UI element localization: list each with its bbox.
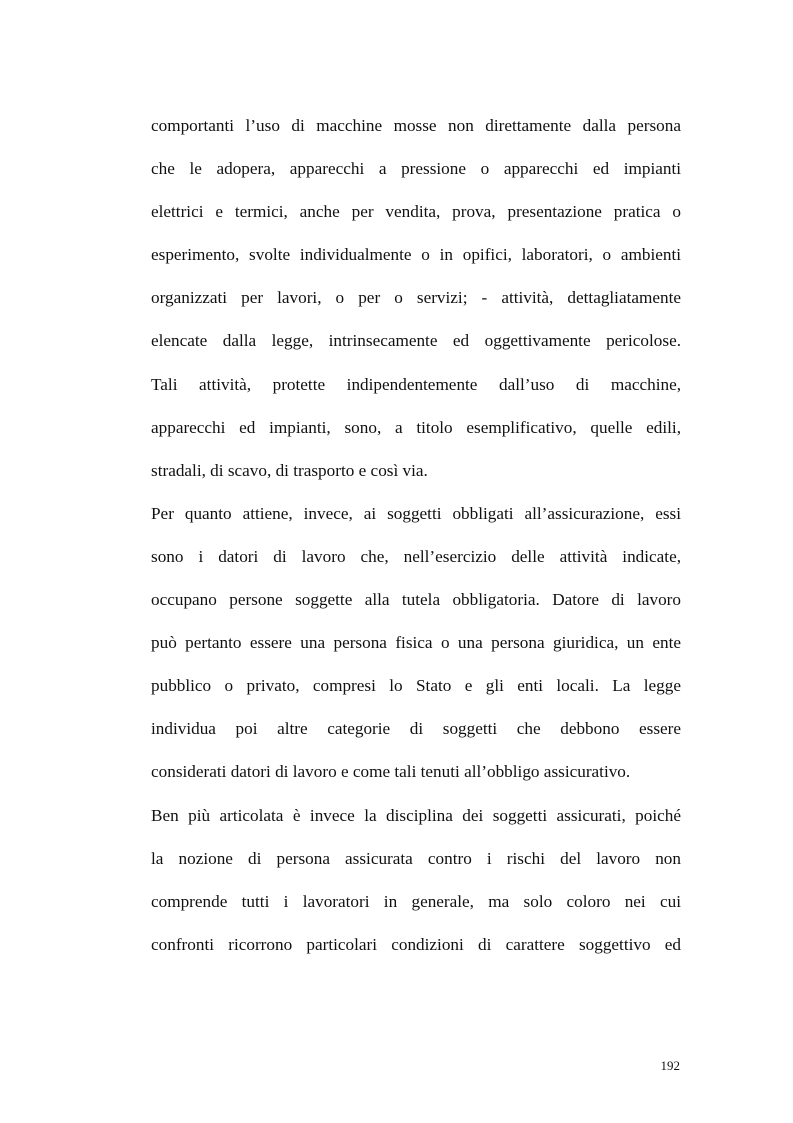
text-line: apparecchi ed impianti, sono, a titolo esemplificativo, quelle edili,: [151, 417, 681, 437]
text-line: elettrici e termici, anche per vendita, prova, presentazione pratica o: [151, 202, 681, 222]
page-number: 192: [660, 1058, 680, 1073]
text-line: Ben più articolata è invece la disciplina dei soggetti assicurati, poiché: [151, 805, 681, 825]
body-text: [151, 110, 681, 972]
text-line: che le adopera, apparecchi a pressione o apparecchi ed impianti: [151, 159, 681, 179]
text-line: sono i datori di lavoro che, nell’esercizio delle attività indicate,: [151, 546, 681, 566]
text-line: Tali attività, protette indipendentemente dall’uso di macchine,: [151, 374, 681, 394]
text-line: comprende tutti i lavoratori in generale, ma solo coloro nei cui: [151, 891, 681, 911]
text-line: Per quanto attiene, invece, ai soggetti obbligati all’assicurazione, essi: [151, 503, 681, 523]
text-line: confronti ricorrono particolari condizioni di carattere soggettivo ed: [151, 934, 681, 954]
paragraph-last-line: stradali, di scavo, di trasporto e così via.: [151, 460, 428, 480]
text-line: esperimento, svolte individualmente o in opifici, laboratori, o ambienti: [151, 245, 681, 265]
text-line: comportanti l’uso di macchine mosse non direttamente dalla persona: [151, 116, 681, 135]
text-line: la nozione di persona assicurata contro i rischi del lavoro non: [151, 848, 681, 868]
text-line: organizzati per lavori, o per o servizi; - attività, dettagliatamente: [151, 288, 681, 308]
text-line: occupano persone soggette alla tutela obbligatoria. Datore di lavoro: [151, 590, 681, 610]
text-line: pubblico o privato, compresi lo Stato e gli enti locali. La legge: [151, 676, 681, 696]
text-line: può pertanto essere una persona fisica o una persona giuridica, un ente: [151, 633, 681, 653]
paragraph-last-line: considerati datori di lavoro e come tali tenuti all’obbligo assicurativo.: [151, 762, 631, 782]
text-line: elencate dalla legge, intrinsecamente ed oggettivamente pericolose.: [151, 331, 681, 351]
text-line: individua poi altre categorie di soggetti che debbono essere: [151, 719, 681, 739]
